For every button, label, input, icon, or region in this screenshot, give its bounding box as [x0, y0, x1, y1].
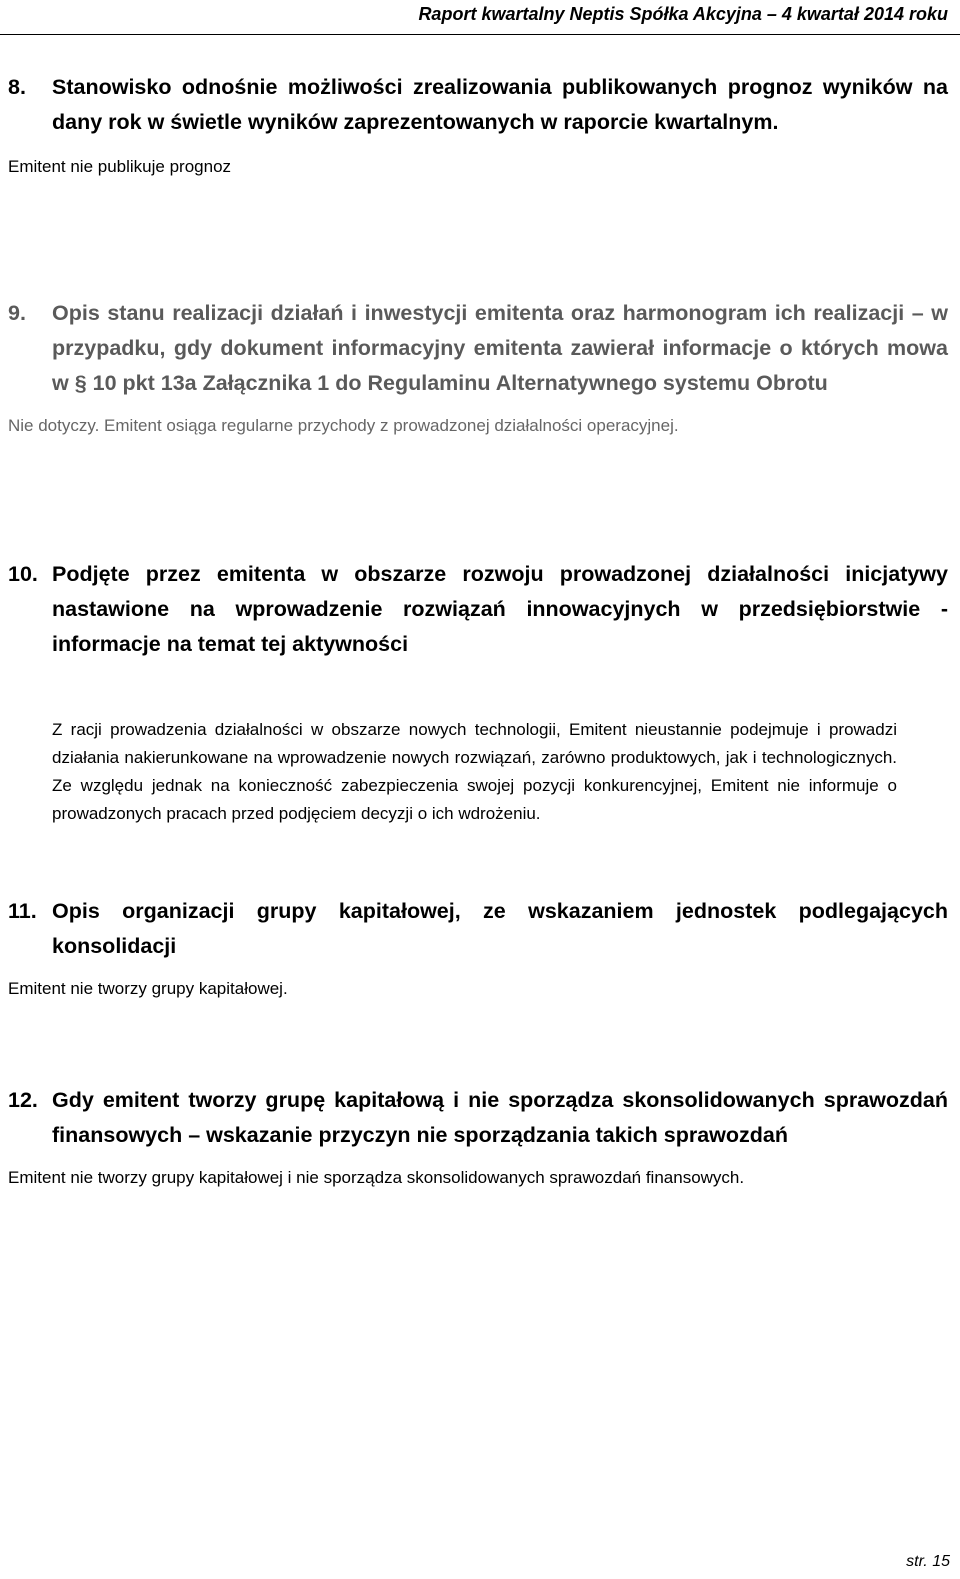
- section-heading: [8, 1083, 948, 1153]
- section-10: [8, 557, 948, 662]
- section-heading-text: Stanowisko odnośnie możliwości zrealizowania publikowanych prognoz wyników na dany rok w świetle wyników zaprezentowanych w raporcie kwartalnym.: [52, 75, 948, 134]
- section-10-body: Z racji prowadzenia działalności w obszarze nowych technologii, Emitent nieustannie podejmuje i prowadzi działania nakierunkowane na wprowadzenie nowych rozwiązań, zarówno produktowych, jak i technologicznych. Ze względu jednak na konieczność zabezpieczenia swojej pozycji konkurencyjnej, Emitent nie informuje o prowadzonych pracach przed podjęciem decyzji o ich wdrożeniu.: [52, 720, 897, 823]
- section-body: Emitent nie tworzy grupy kapitałowej.: [8, 979, 288, 998]
- page-number: str. 15: [906, 1553, 950, 1570]
- section-11: [8, 894, 948, 1002]
- section-12: [8, 1083, 948, 1191]
- section-heading: [8, 70, 948, 140]
- section-number: 12.: [8, 1088, 38, 1112]
- section-body: Nie dotyczy. Emitent osiąga regularne przychody z prowadzonej działalności operacyjnej.: [8, 416, 679, 435]
- section-heading-text: Opis stanu realizacji działań i inwestycji emitenta oraz harmonogram ich realizacji – w przypadku, gdy dokument informacyjny emitenta zawierał informacje o których mowa w § 10 pkt 13a Załącznika 1 do Regulaminu Alternatywnego systemu Obrotu: [52, 301, 948, 395]
- section-number: 11.: [8, 899, 37, 923]
- section-heading: [8, 557, 948, 662]
- section-8: [8, 70, 948, 180]
- report-header-title: Raport kwartalny Neptis Spółka Akcyjna – 4 kwartał 2014 roku: [418, 4, 948, 24]
- section-body: Emitent nie tworzy grupy kapitałowej i nie sporządza skonsolidowanych sprawozdań finansowych.: [8, 1168, 745, 1187]
- section-heading: [8, 894, 948, 964]
- section-heading: [8, 296, 948, 401]
- section-number: 10.: [8, 562, 38, 586]
- section-heading-text: Podjęte przez emitenta w obszarze rozwoju prowadzonej działalności inicjatywy nastawione na wprowadzenie rozwiązań innowacyjnych w przedsiębiorstwie - informacje na temat tej aktywności: [52, 562, 948, 656]
- section-9: [8, 296, 948, 439]
- section-heading-text: Opis organizacji grupy kapitałowej, ze wskazaniem jednostek podlegających konsolidacji: [52, 899, 948, 958]
- header-divider: [0, 34, 960, 35]
- section-number: 8.: [8, 75, 26, 99]
- section-heading-text: Gdy emitent tworzy grupę kapitałową i nie sporządza skonsolidowanych sprawozdań finansowych – wskazanie przyczyn nie sporządzania takich sprawozdań: [52, 1088, 948, 1147]
- section-number: 9.: [8, 301, 26, 325]
- section-body: Emitent nie publikuje prognoz: [8, 157, 232, 176]
